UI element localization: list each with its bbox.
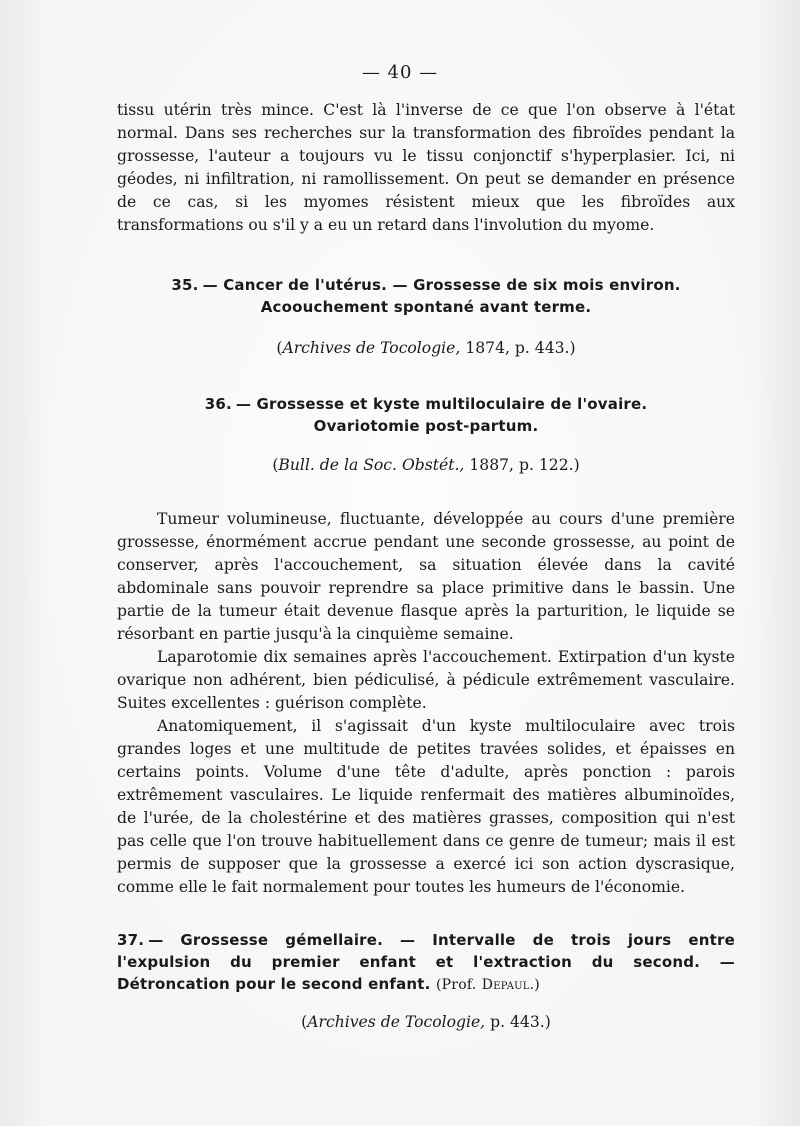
case-36-ref-detail: 1887, p. 122.)	[469, 456, 580, 474]
case-36-ref-source: Bull. de la Soc. Obstét.,	[278, 456, 465, 474]
case-36-title-line1	[117, 393, 735, 415]
case-37-title: — Grossesse gémellaire. — Intervalle de trois jours entre l'expulsion du premier enfant et l'extraction du second. — Détroncation pour le second enfant.	[117, 931, 735, 993]
case-35-ref-source: Archives de Tocologie,	[282, 339, 461, 357]
case-36-subtitle: Ovariotomie post-partum.	[313, 417, 539, 435]
case-35-ref-detail: 1874, p. 443.)	[465, 339, 576, 357]
case-37-number: 37.	[117, 931, 145, 949]
intro-text: tissu utérin très mince. C'est là l'inverse de ce que l'on observe à l'état normal. Dans ses recherches sur la transformation des fibroïdes pendant la grossesse, l'auteur a toujours vu le tissu conjonctif s'hyperplasier. Ici, ni géodes, ni infiltration, ni ramollissement. On peut se demander en présence de ce cas, si les myomes résistent mieux que les fibroïdes aux transformations ou s'il y a eu un retard dans l'involution du myome.	[117, 101, 735, 234]
case-35-ref-open: (	[276, 339, 283, 357]
case-35-title-line1	[117, 274, 735, 296]
case-36-paragraph-1: Tumeur volumineuse, fluctuante, développée au cours d'une première grossesse, énormément accrue pendant une seconde grossesse, au point de conserver, après l'accouchement, sa situation élevée dans la cavité abdominale sans pouvoir reprendre sa place primitive dans le bassin. Une partie de la tumeur était devenue flasque après la parturition, le liquide se résorbant en partie jusqu'à la cinquième semaine.	[117, 510, 735, 643]
case-35-reference	[117, 337, 735, 359]
case-36-heading	[117, 393, 735, 437]
case-37-ref-open: (	[301, 1013, 308, 1031]
case-35-title: — Cancer de l'utérus. — Grossesse de six mois environ.	[202, 276, 681, 294]
case-37-prof-open: (Prof.	[436, 977, 477, 993]
intro-paragraph	[117, 99, 735, 237]
case-35-number: 35.	[171, 276, 199, 294]
case-35-heading	[117, 274, 735, 318]
case-37-ref-source: Archives de Tocologie,	[307, 1013, 486, 1031]
case-37-reference	[117, 1011, 735, 1033]
case-36-number: 36.	[204, 395, 232, 413]
case-37-prof-name: Depaul.)	[481, 977, 540, 993]
case-37-ref-detail: p. 443.)	[490, 1013, 551, 1031]
case-36-paragraph-2: Laparotomie dix semaines après l'accouchement. Extirpation d'un kyste ovarique non adhérent, bien pédiculisé, à pédicule extrêmement vasculaire. Suites excellentes : guérison complète.	[117, 648, 735, 712]
case-36-ref-open: (	[272, 456, 279, 474]
case-36-title: — Grossesse et kyste multiloculaire de l'ovaire.	[235, 395, 648, 413]
case-36-paragraph-3: Anatomiquement, il s'agissait d'un kyste multiloculaire avec trois grandes loges et une multitude de petites travées solides, et épaisses en certains points. Volume d'une tête d'adulte, après ponction : parois extrêmement vasculaires. Le liquide renfermait des matières albuminoïdes, de l'urée, de la cholestérine et des matières grasses, composition qui n'est pas celle que l'on trouve habituellement dans ce genre de tumeur; mais il est permis de supposer que la grossesse a exercé ici son action dyscrasique, comme elle le fait normalement pour toutes les humeurs de l'économie.	[117, 717, 735, 896]
case-36-reference	[117, 454, 735, 476]
page-number: — 40 —	[361, 62, 439, 83]
case-37-heading	[117, 929, 735, 996]
case-36-body	[117, 508, 735, 899]
case-35-subtitle: Acoouchement spontané avant terme.	[260, 298, 592, 316]
